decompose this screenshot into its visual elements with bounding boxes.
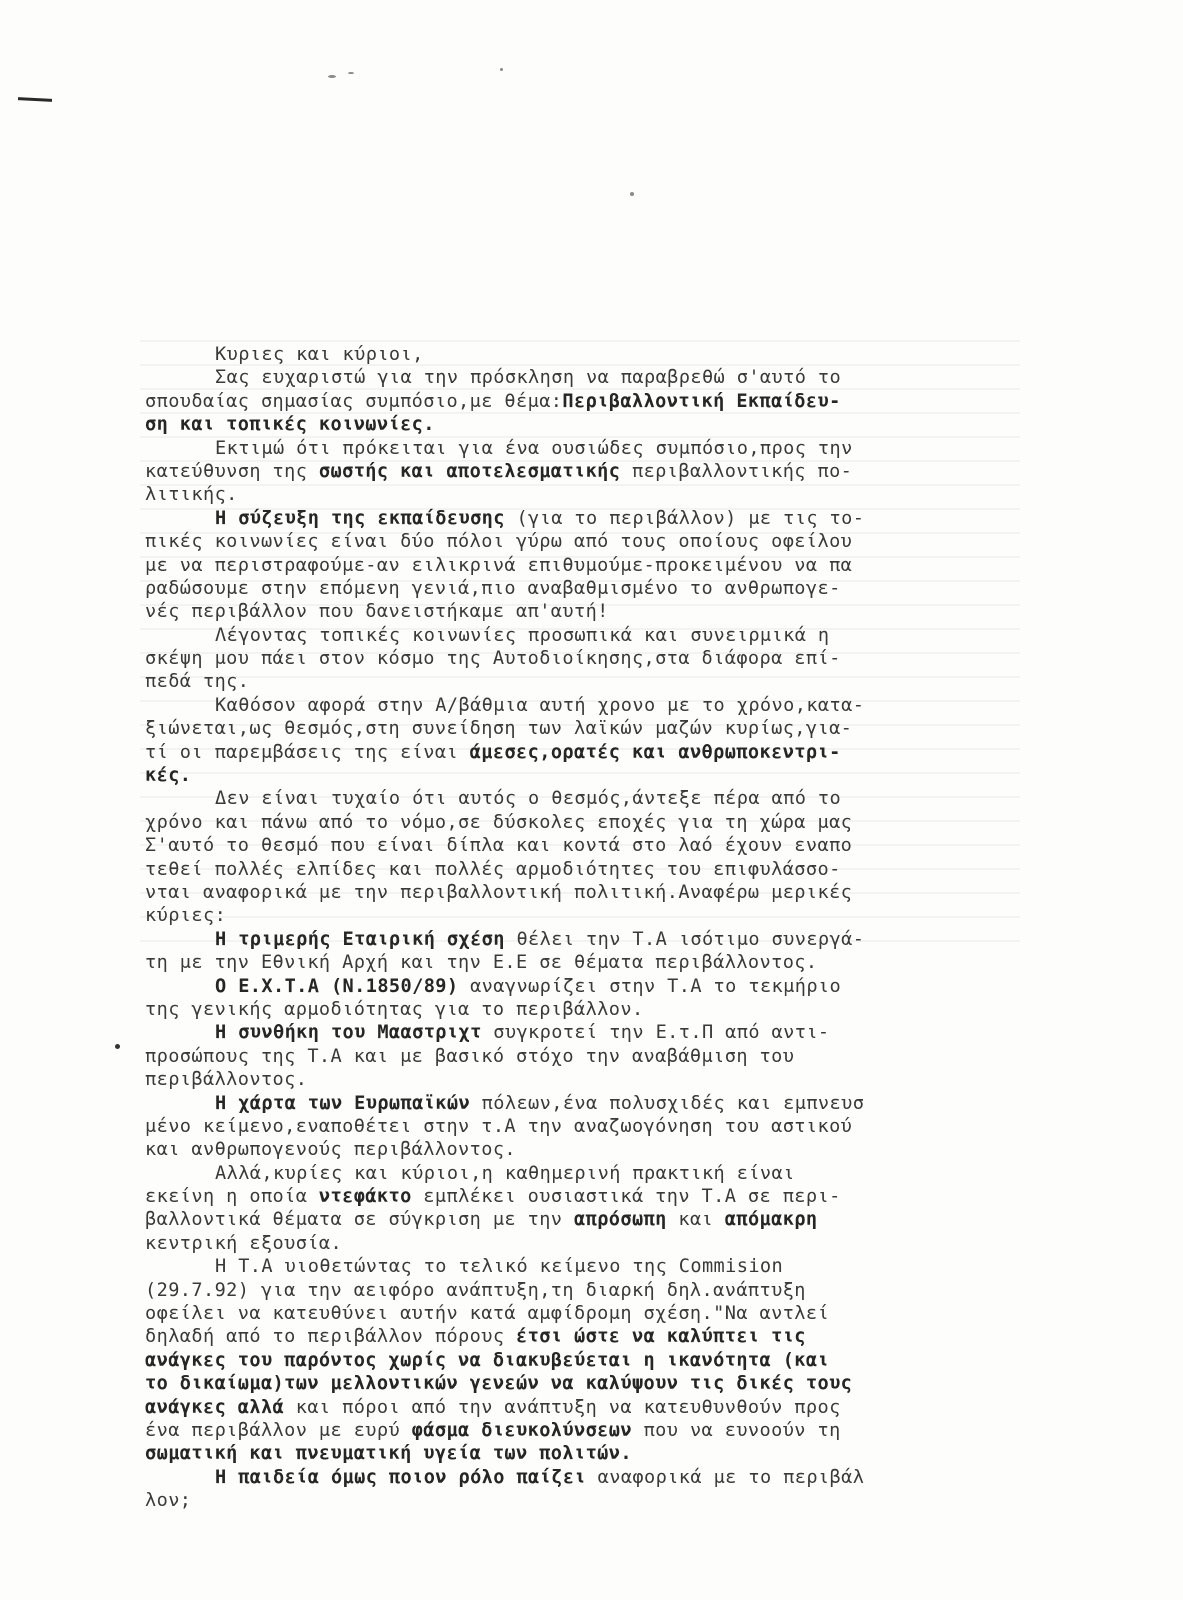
- bold-phrase: σωματική και πνευματική υγεία των πολιτών.: [145, 1443, 632, 1465]
- text-line: [145, 904, 1025, 927]
- text-line: [145, 1325, 1025, 1348]
- text-line: [145, 1115, 1025, 1138]
- text-line: [145, 600, 1025, 623]
- text-line: [145, 1466, 1025, 1489]
- text-run: ένα περιβάλλον με ευρύ: [145, 1419, 412, 1441]
- text-line: [145, 483, 1025, 506]
- text-line: [145, 1372, 1025, 1395]
- text-run: αναγνωρίζει στην Τ.Α το τεκμήριο: [458, 975, 842, 997]
- text-run: τί οι παρεμβάσεις της είναι: [145, 741, 470, 763]
- text-line: [145, 647, 1025, 670]
- text-line: [145, 413, 1025, 436]
- text-line: [145, 1138, 1025, 1161]
- text-line: [145, 1045, 1025, 1068]
- text-run: δηλαδή από το περιβάλλον πόρους: [145, 1326, 517, 1348]
- bold-phrase: Η συνθήκη του Μααστριχτ: [215, 1022, 482, 1044]
- text-run: προσώπους της Τ.Α και με βασικό στόχο την αναβάθμιση του: [145, 1045, 795, 1067]
- scan-speck: [328, 75, 336, 78]
- text-run: λον;: [145, 1490, 192, 1512]
- scan-speck: [630, 192, 634, 196]
- text-line: [145, 928, 1025, 951]
- text-run: Δεν είναι τυχαίο ότι αυτός ο θεσμός,άντεξε πέρα από το: [215, 788, 842, 810]
- text-line: [145, 530, 1025, 553]
- text-line: [145, 437, 1025, 460]
- text-run: βαλλοντικά θέματα σε σύγκριση με την: [145, 1209, 574, 1231]
- text-run: συγκροτεί την Ε.τ.Π από αντι-: [481, 1022, 830, 1044]
- text-run: (για το περιβάλλον) με τις το-: [504, 507, 865, 529]
- text-line: [145, 811, 1025, 834]
- text-run: εκείνη η οποία: [145, 1186, 319, 1208]
- text-line: [145, 1092, 1025, 1115]
- text-line: [145, 858, 1025, 881]
- text-line: [145, 1068, 1025, 1091]
- bold-phrase: κές.: [145, 765, 192, 787]
- text-run: αναφορικά με το περιβάλ: [586, 1466, 865, 1488]
- bold-phrase: Η σύζευξη της εκπαίδευσης: [215, 507, 505, 529]
- text-line: [145, 881, 1025, 904]
- text-run: κύριες:: [145, 905, 227, 927]
- bold-phrase: φάσμα διευκολύνσεων: [411, 1419, 632, 1441]
- bold-phrase: Ο Ε.Χ.Τ.Α (Ν.1850/89): [215, 975, 459, 997]
- text-line: [145, 1349, 1025, 1372]
- text-run: τη με την Εθνική Αρχή και την Ε.Ε σε θέματα περιβάλλοντος.: [145, 952, 818, 974]
- bold-phrase: σωστής και αποτελεσματικής: [318, 460, 621, 482]
- text-run: Κυριες και κύριοι,: [215, 344, 424, 365]
- text-line: [145, 1162, 1025, 1185]
- text-line: [145, 1255, 1025, 1278]
- text-line: [145, 390, 1025, 413]
- text-line: [145, 1396, 1025, 1419]
- text-line: [145, 1185, 1025, 1208]
- text-run: τεθεί πολλές ελπίδες και πολλές αρμοδιότητες του επιφυλάσσο-: [145, 858, 841, 880]
- text-run: λιτικής.: [145, 484, 238, 506]
- scan-speck: [115, 1044, 120, 1049]
- text-run: (29.7.92) για την αειφόρο ανάπτυξη,τη διαρκή δηλ.ανάπτυξη: [145, 1279, 806, 1301]
- bold-phrase: απρόσωπη: [574, 1209, 667, 1231]
- text-line: [145, 1232, 1025, 1255]
- text-run: σκέψη μου πάει στον κόσμο της Αυτοδιοίκησης,στα διάφορα επί-: [145, 648, 841, 670]
- text-run: που να ευνοούν τη: [631, 1419, 841, 1441]
- text-run: ξιώνεται,ως θεσμός,στη συνείδηση των λαϊκών μαζών κυρίως,για-: [145, 718, 853, 740]
- text-run: της γενικής αρμοδιότητας για το περιβάλλον.: [145, 998, 644, 1020]
- text-run: νται αναφορικά με την περιβαλλοντική πολιτική.Αναφέρω μερικές: [145, 881, 853, 903]
- text-line: [145, 366, 1025, 389]
- bold-phrase: Η παιδεία όμως ποιον ρόλο παίζει: [215, 1466, 587, 1488]
- text-line: [145, 670, 1025, 693]
- text-run: Καθόσον αφορά στην Α/βάθμια αυτή χρονο με το χρόνο,κατα-: [215, 694, 865, 716]
- text-line: [145, 741, 1025, 764]
- text-run: ραδώσουμε στην επόμενη γενιά,πιο αναβαθμισμένο το ανθρωπογε-: [145, 577, 841, 599]
- text-run: Εκτιμώ ότι πρόκειται για ένα ουσιώδες συμπόσιο,προς την: [215, 437, 853, 459]
- scan-speck: [348, 72, 354, 74]
- text-run: σπουδαίας σημασίας συμπόσιο,με θέμα:: [145, 390, 563, 412]
- text-run: εμπλέκει ουσιαστικά την Τ.Α σε περι-: [411, 1186, 841, 1208]
- text-run: περιβαλλοντικής πο-: [620, 460, 853, 482]
- text-run: κεντρική εξουσία.: [145, 1232, 343, 1254]
- bold-phrase: απόμακρη: [724, 1209, 818, 1231]
- text-run: Αλλά,κυρίες και κύριοι,η καθημερινή πρακτική είναι: [215, 1162, 795, 1184]
- text-line: [145, 343, 1025, 366]
- text-run: πικές κοινωνίες είναι δύο πόλοι γύρω από τους οποίους οφείλου: [145, 531, 853, 553]
- text-run: χρόνο και πάνω από το νόμο,σε δύσκολες εποχές για τη χώρα μας: [145, 811, 853, 833]
- text-line: [145, 694, 1025, 717]
- text-run: οφείλει να κατευθύνει αυτήν κατά αμφίδρομη σχέση."Να αντλεί: [145, 1303, 830, 1325]
- bold-phrase: ανάγκες του παρόντος χωρίς να διακυβεύεται η ικανότητα (και: [145, 1349, 830, 1371]
- text-line: [145, 998, 1025, 1021]
- text-line: [145, 717, 1025, 740]
- text-run: Σ'αυτό το θεσμό που είναι δίπλα και κοντά στο λαό έχουν εναπο: [145, 835, 853, 857]
- text-run: μένο κείμενο,εναποθέτει στην τ.Α την αναζωογόνηση του αστικού: [145, 1115, 853, 1137]
- text-line: [145, 1279, 1025, 1302]
- text-run: θέλει την Τ.Α ισότιμο συνεργά-: [504, 928, 865, 950]
- text-line: [145, 1489, 1025, 1512]
- bold-phrase: Η τριμερής Εταιρική σχέση: [215, 928, 505, 950]
- text-run: Λέγοντας τοπικές κοινωνίες προσωπικά και συνειρμικά η: [215, 624, 830, 646]
- bold-phrase: το δικαίωμα)των μελλοντικών γενεών να καλύψουν τις δικές τους: [145, 1373, 853, 1395]
- scan-speck: [500, 68, 503, 71]
- bold-phrase: ανάγκες αλλά: [145, 1396, 285, 1418]
- text-line: [145, 764, 1025, 787]
- text-run: και: [666, 1209, 725, 1231]
- bold-phrase: έτσι ώστε να καλύπτει τις: [516, 1326, 806, 1348]
- text-run: πεδά της.: [145, 671, 250, 693]
- text-line: [145, 577, 1025, 600]
- text-line: [145, 460, 1025, 483]
- bold-phrase: άμεσες,ορατές και ανθρωποκεντρι-: [469, 741, 841, 763]
- text-line: [145, 1021, 1025, 1044]
- text-line: [145, 507, 1025, 530]
- text-line: [145, 1208, 1025, 1231]
- bold-phrase: ντεφάκτο: [318, 1186, 412, 1208]
- letter-body: [145, 343, 1025, 1513]
- text-line: [145, 787, 1025, 810]
- bold-phrase: Περιβαλλοντική Εκπαίδευ-: [562, 390, 841, 412]
- bold-phrase: Η χάρτα των Ευρωπαϊκών: [215, 1092, 471, 1114]
- text-line: [145, 554, 1025, 577]
- text-line: [145, 624, 1025, 647]
- text-run: με να περιστραφούμε-αν ειλικρινά επιθυμούμε-προκειμένου να πα: [145, 554, 853, 576]
- text-run: κατεύθυνση της: [145, 460, 319, 482]
- text-run: πόλεων,ένα πολυσχιδές και εμπνευσ: [470, 1092, 865, 1114]
- bold-phrase: ση και τοπικές κοινωνίες.: [145, 414, 435, 436]
- text-run: Η Τ.Α υιοθετώντας το τελικό κείμενο της Commision: [215, 1256, 784, 1278]
- text-line: [145, 951, 1025, 974]
- text-run: Σας ευχαριστώ για την πρόσκληση να παραβρεθώ σ'αυτό το: [215, 367, 842, 389]
- text-run: και ανθρωπογενούς περιβάλλοντος.: [145, 1139, 517, 1161]
- text-line: [145, 975, 1025, 998]
- pen-mark: [18, 97, 52, 102]
- text-line: [145, 1442, 1025, 1465]
- text-run: και πόροι από την ανάπτυξη να κατευθυνθούν προς: [284, 1396, 841, 1418]
- text-run: νές περιβάλλον που δανειστήκαμε απ'αυτή!: [145, 601, 609, 623]
- text-run: περιβάλλοντος.: [145, 1069, 308, 1091]
- text-line: [145, 1302, 1025, 1325]
- text-line: [145, 834, 1025, 857]
- text-line: [145, 1419, 1025, 1442]
